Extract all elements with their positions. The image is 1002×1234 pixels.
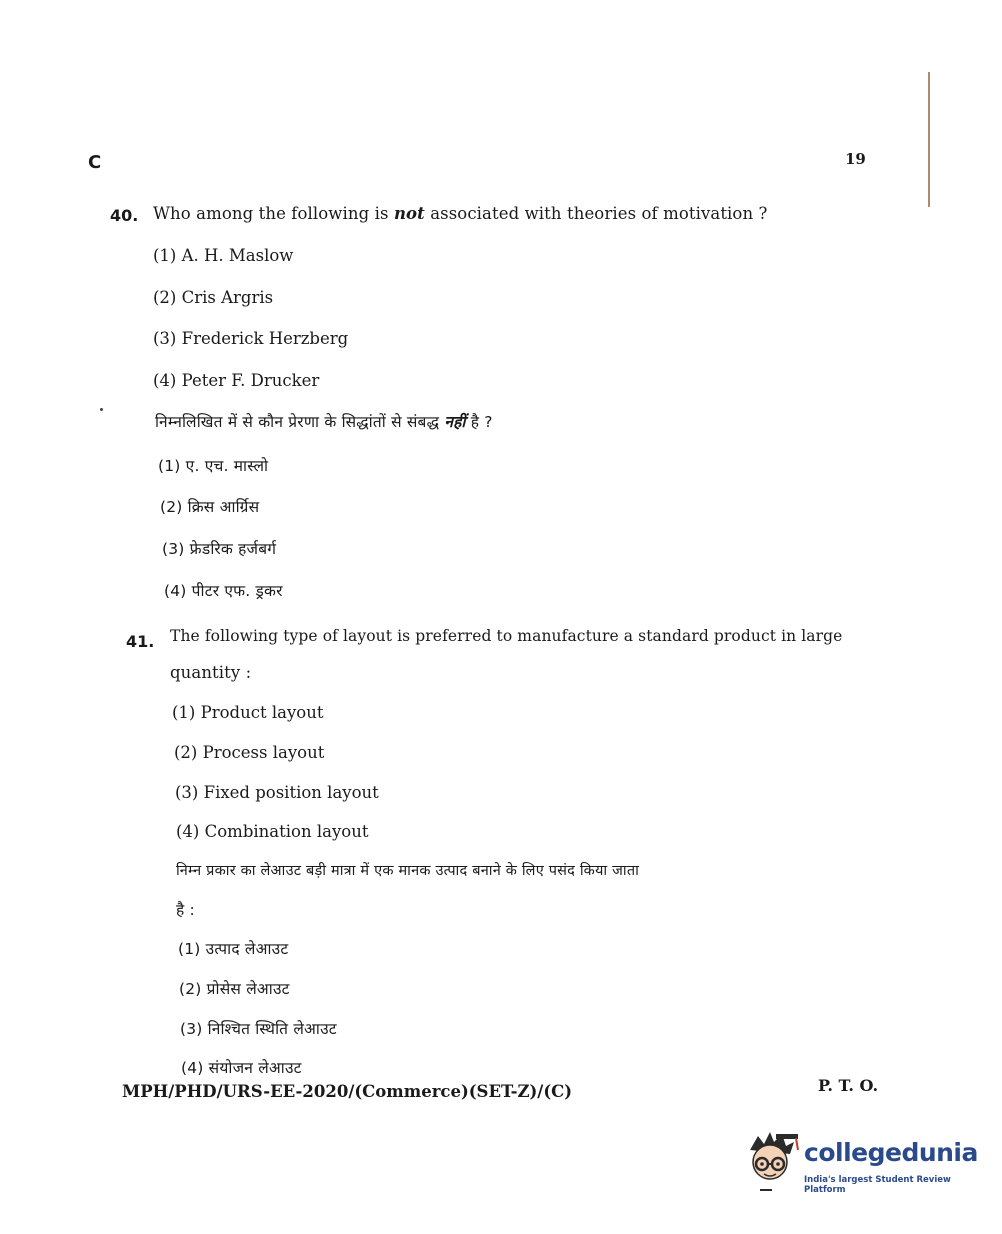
brand-name: collegedunia xyxy=(804,1138,978,1167)
question-41-text-line1: The following type of layout is preferred to manufacture a standard product in large xyxy=(170,627,843,645)
q40-option-hi-3: (3) फ्रेडरिक हर्जबर्ग xyxy=(162,540,277,558)
q40-option-en-2: (2) Cris Argris xyxy=(153,288,274,307)
question-40-text-hindi: निम्नलिखित में से कौन प्रेरणा के सिद्धांतों से संबद्ध नहीं है ? xyxy=(155,413,493,431)
question-41-text-hindi-line2: है : xyxy=(176,901,195,919)
q41-option-en-4: (4) Combination layout xyxy=(176,822,369,841)
pto-label: P. T. O. xyxy=(818,1076,879,1095)
page-edge-line xyxy=(928,72,930,207)
q40-option-hi-4: (4) पीटर एफ. ड्रकर xyxy=(164,582,283,600)
question-40-hindi-emphasis: नहीं xyxy=(444,413,466,431)
q41-option-hi-4: (4) संयोजन लेआउट xyxy=(181,1059,302,1077)
q41-option-en-3: (3) Fixed position layout xyxy=(175,783,379,802)
question-40-emphasis: not xyxy=(393,204,425,223)
q41-option-hi-3: (3) निश्चित स्थिति लेआउट xyxy=(180,1020,337,1038)
brand-tagline: India's largest Student Review Platform xyxy=(804,1175,951,1195)
question-40-text: Who among the following is not associated with theories of motivation ? xyxy=(153,204,768,223)
q41-option-hi-1: (1) उत्पाद लेआउट xyxy=(178,940,289,958)
set-letter: C xyxy=(88,152,102,173)
q40-option-en-4: (4) Peter F. Drucker xyxy=(153,371,320,390)
q40-option-hi-2: (2) क्रिस आर्ग्रिस xyxy=(160,498,260,516)
question-41-text-line2: quantity : xyxy=(170,663,252,682)
q41-option-hi-2: (2) प्रोसेस लेआउट xyxy=(179,980,290,998)
q41-option-en-1: (1) Product layout xyxy=(172,703,324,722)
q40-option-hi-1: (1) ए. एच. मास्लो xyxy=(158,457,269,475)
question-40-number: 40. xyxy=(110,206,139,225)
scan-speck xyxy=(100,408,103,411)
question-41-text-hindi-line1: निम्न प्रकार का लेआउट बड़ी मात्रा में एक मानक उत्पाद बनाने के लिए पसंद किया जाता xyxy=(176,863,640,879)
paper-code: MPH/PHD/URS-EE-2020/(Commerce)(SET-Z)/(C) xyxy=(122,1082,573,1101)
page-number: 19 xyxy=(845,150,866,168)
question-41-number: 41. xyxy=(126,632,155,651)
mascot-icon xyxy=(742,1128,802,1194)
q40-option-en-1: (1) A. H. Maslow xyxy=(153,246,294,265)
q41-option-en-2: (2) Process layout xyxy=(174,743,325,762)
collegedunia-logo xyxy=(742,1128,978,1198)
q40-option-en-3: (3) Frederick Herzberg xyxy=(153,329,349,348)
